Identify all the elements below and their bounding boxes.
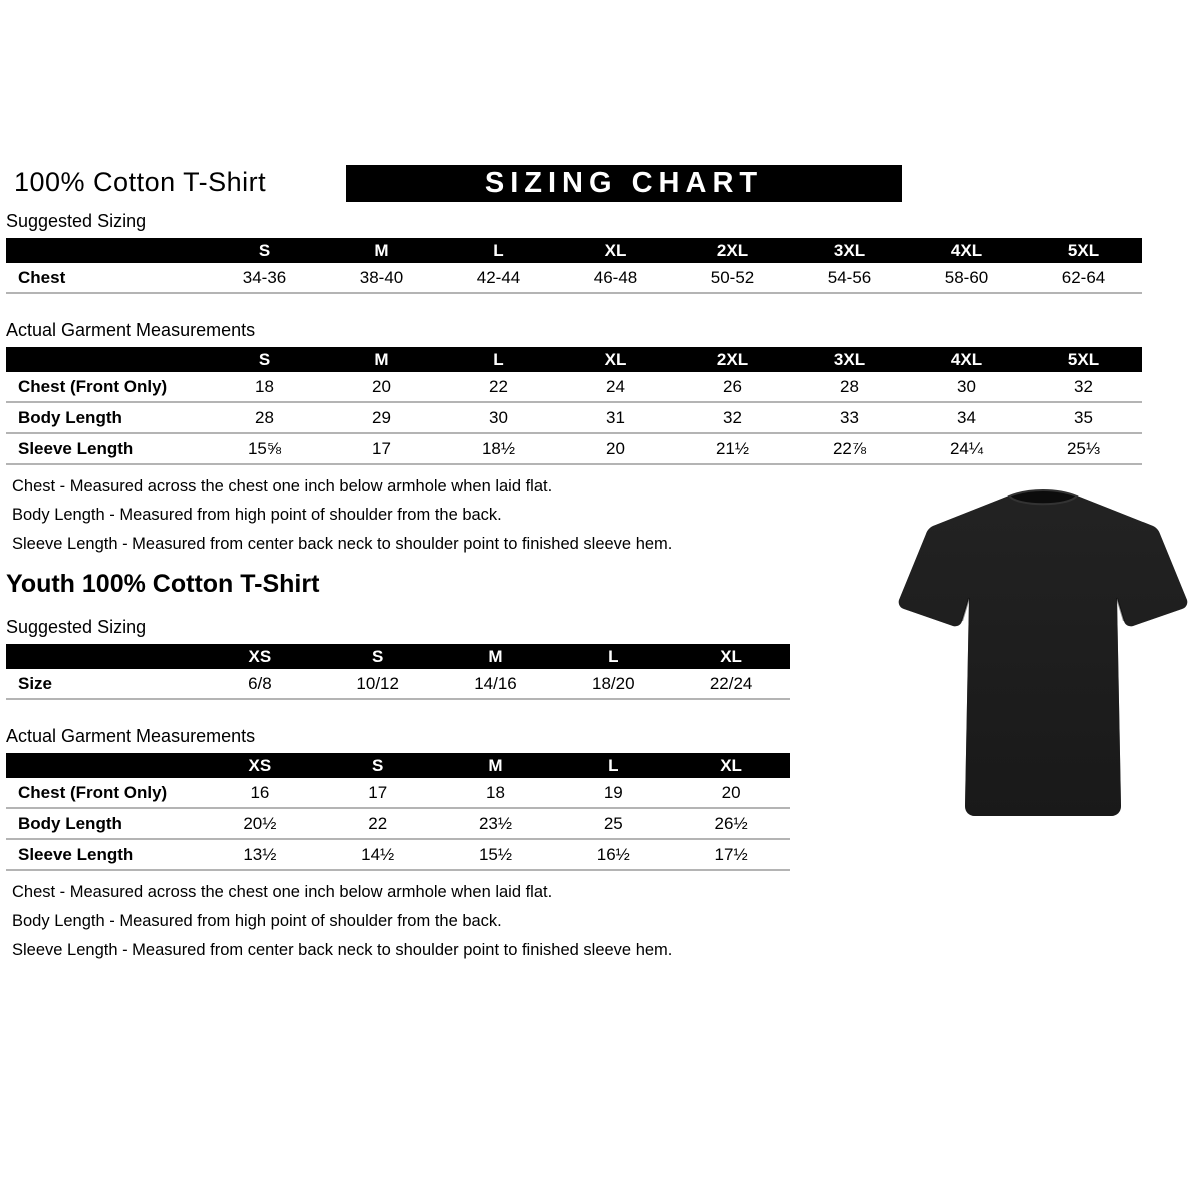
adult-actual-table [6,347,1142,465]
page-title: 100% Cotton T-Shirt [14,167,267,197]
size-value-cell: 26 [674,372,791,402]
size-value-cell: 17 [323,433,440,464]
size-value-cell: 20½ [201,808,319,839]
youth-suggested-table [6,644,790,700]
youth-actual-section-label: Actual Garment Measurements [6,726,256,746]
size-value-cell: 14½ [319,839,437,870]
row-label: Chest [6,263,206,293]
size-column-header: 5XL [1025,347,1142,372]
size-value-cell: 34-36 [206,263,323,293]
youth-section-title: Youth 100% Cotton T-Shirt [6,570,320,598]
table-row [6,263,1142,293]
size-value-cell: 30 [908,372,1025,402]
size-value-cell: 18½ [440,433,557,464]
header-row [0,165,1200,205]
size-value-cell: 19 [554,778,672,808]
size-value-cell: 32 [1025,372,1142,402]
size-column-header: L [440,238,557,263]
table-row [6,778,790,808]
tshirt-graphic [893,476,1193,828]
note-chest: Chest - Measured across the chest one inch below armhole when laid flat. [12,477,553,495]
size-column-header: M [323,347,440,372]
size-value-cell: 14/16 [437,669,555,699]
size-value-cell: 28 [206,402,323,433]
size-column-header: 4XL [908,347,1025,372]
table-row [6,839,790,870]
table-row [6,433,1142,464]
size-value-cell: 6/8 [201,669,319,699]
size-value-cell: 50-52 [674,263,791,293]
size-column-header: M [323,238,440,263]
tshirt-product-image [893,476,1193,828]
size-column-header: 2XL [674,347,791,372]
row-label: Chest (Front Only) [6,778,201,808]
header-spacer [6,238,206,263]
size-value-cell: 33 [791,402,908,433]
size-value-cell: 15½ [437,839,555,870]
size-value-cell: 13½ [201,839,319,870]
note-body-length: Body Length - Measured from high point of shoulder from the back. [12,912,502,930]
size-value-cell: 17 [319,778,437,808]
table-row [6,669,790,699]
row-label: Chest (Front Only) [6,372,206,402]
note-chest: Chest - Measured across the chest one inch below armhole when laid flat. [12,883,553,901]
size-value-cell: 25 [554,808,672,839]
size-value-cell: 35 [1025,402,1142,433]
size-column-header: XL [672,644,790,669]
size-value-cell: 58-60 [908,263,1025,293]
size-column-header: M [437,644,555,669]
size-value-cell: 32 [674,402,791,433]
table-header-row [6,753,790,778]
size-column-header: 5XL [1025,238,1142,263]
size-column-header: L [440,347,557,372]
tshirt-collar [1009,490,1077,504]
size-value-cell: 18 [437,778,555,808]
youth-suggested-section-label: Suggested Sizing [6,617,147,637]
note-sleeve-length: Sleeve Length - Measured from center back neck to shoulder point to finished sleeve hem. [12,941,673,959]
size-value-cell: 25⅓ [1025,433,1142,464]
table-header-row [6,644,790,669]
size-value-cell: 17½ [672,839,790,870]
size-value-cell: 22 [440,372,557,402]
size-value-cell: 29 [323,402,440,433]
header-spacer [6,753,201,778]
size-value-cell: 23½ [437,808,555,839]
size-column-header: L [554,753,672,778]
table-header-row [6,238,1142,263]
size-value-cell: 28 [791,372,908,402]
size-value-cell: 18/20 [554,669,672,699]
size-value-cell: 16½ [554,839,672,870]
tshirt-shading [899,490,1188,816]
size-value-cell: 18 [206,372,323,402]
size-value-cell: 62-64 [1025,263,1142,293]
size-value-cell: 24¼ [908,433,1025,464]
size-column-header: L [554,644,672,669]
size-value-cell: 21½ [674,433,791,464]
table-row [6,402,1142,433]
size-column-header: XL [672,753,790,778]
size-column-header: S [319,753,437,778]
size-value-cell: 22 [319,808,437,839]
size-value-cell: 54-56 [791,263,908,293]
size-column-header: 3XL [791,347,908,372]
size-value-cell: 24 [557,372,674,402]
size-column-header: S [319,644,437,669]
size-column-header: XS [201,644,319,669]
size-value-cell: 46-48 [557,263,674,293]
size-value-cell: 22/24 [672,669,790,699]
row-label: Body Length [6,402,206,433]
size-value-cell: 26½ [672,808,790,839]
size-column-header: XL [557,347,674,372]
size-value-cell: 38-40 [323,263,440,293]
row-label: Body Length [6,808,201,839]
size-value-cell: 22⅞ [791,433,908,464]
youth-actual-table [6,753,790,871]
row-label: Sleeve Length [6,433,206,464]
size-column-header: XS [201,753,319,778]
size-column-header: M [437,753,555,778]
size-column-header: S [206,238,323,263]
size-value-cell: 34 [908,402,1025,433]
size-column-header: 4XL [908,238,1025,263]
table-header-row [6,347,1142,372]
size-value-cell: 20 [672,778,790,808]
size-value-cell: 31 [557,402,674,433]
adult-actual-section-label: Actual Garment Measurements [6,320,256,340]
table-row [6,808,790,839]
size-value-cell: 42-44 [440,263,557,293]
size-column-header: 3XL [791,238,908,263]
size-value-cell: 10/12 [319,669,437,699]
size-column-header: XL [557,238,674,263]
note-sleeve-length: Sleeve Length - Measured from center back neck to shoulder point to finished sleeve hem. [12,535,673,553]
table-row [6,372,1142,402]
row-label: Sleeve Length [6,839,201,870]
header-spacer [6,644,201,669]
row-label: Size [6,669,201,699]
size-value-cell: 30 [440,402,557,433]
adult-suggested-table [6,238,1142,294]
youth-measurement-notes [12,883,1200,960]
size-column-header: 2XL [674,238,791,263]
size-value-cell: 16 [201,778,319,808]
size-value-cell: 20 [323,372,440,402]
adult-suggested-section-label: Suggested Sizing [6,211,147,231]
note-body-length: Body Length - Measured from high point of shoulder from the back. [12,506,502,524]
size-value-cell: 20 [557,433,674,464]
size-value-cell: 15⅝ [206,433,323,464]
header-spacer [6,347,206,372]
sizing-chart-banner: SIZING CHART [346,165,902,202]
size-column-header: S [206,347,323,372]
